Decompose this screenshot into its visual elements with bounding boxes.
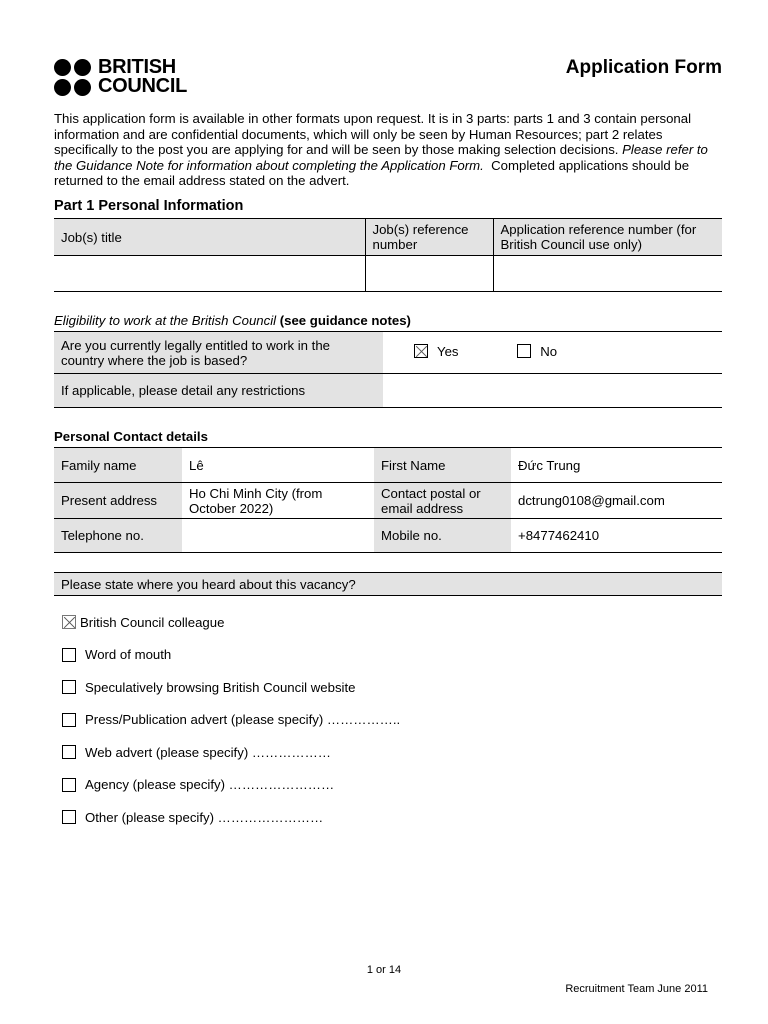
job-title-header: Job(s) title xyxy=(54,219,365,256)
eligibility-question: Are you currently legally entitled to work in the country where the job is based? xyxy=(54,332,383,374)
source-checkbox-7[interactable] xyxy=(62,810,76,824)
yes-label: Yes xyxy=(437,343,459,359)
logo-wordmark xyxy=(98,58,187,96)
source-label-4: Press/Publication advert (please specify) …………….. xyxy=(85,712,401,727)
job-title-field[interactable] xyxy=(54,256,365,292)
source-web-advert[interactable] xyxy=(62,743,400,761)
mobile-label: Mobile no. xyxy=(374,519,511,553)
restrictions-label: If applicable, please detail any restrictions xyxy=(54,374,383,408)
eligibility-title-bold: (see guidance notes) xyxy=(279,313,411,328)
source-checkbox-1[interactable] xyxy=(62,615,76,629)
eligibility-table xyxy=(54,331,722,408)
logo-dots-icon xyxy=(54,59,91,96)
logo-line-1: BRITISH xyxy=(98,56,176,78)
source-label-2: Word of mouth xyxy=(85,647,172,662)
application-reference-field[interactable] xyxy=(493,256,722,292)
source-word-of-mouth[interactable] xyxy=(62,646,400,664)
part1-title: Part 1 Personal Information xyxy=(54,198,244,214)
source-agency[interactable] xyxy=(62,776,400,794)
no-checkbox[interactable] xyxy=(517,344,531,358)
intro-paragraph xyxy=(54,111,729,189)
vacancy-question: Please state where you heard about this vacancy? xyxy=(54,573,722,596)
source-checkbox-6[interactable] xyxy=(62,778,76,792)
logo-line-2: COUNCIL xyxy=(98,75,188,97)
vacancy-source-table xyxy=(54,572,722,596)
yes-checkbox[interactable] xyxy=(414,344,428,358)
no-option[interactable] xyxy=(517,344,557,359)
mobile-field[interactable]: +8477462410 xyxy=(518,528,600,543)
source-label-6: Agency (please specify) …………………… xyxy=(85,777,335,792)
job-reference-field[interactable] xyxy=(365,256,493,292)
address-field[interactable]: Ho Chi Minh City (from October 2022) xyxy=(189,485,323,516)
source-label-1: British Council colleague xyxy=(80,614,225,630)
eligibility-title xyxy=(54,313,411,328)
first-name-label: First Name xyxy=(374,448,511,483)
no-label: No xyxy=(540,343,558,359)
source-other[interactable] xyxy=(62,808,400,826)
yes-option[interactable] xyxy=(414,344,459,359)
job-reference-header: Job(s) reference number xyxy=(365,219,493,256)
intro-guidance-note: Please refer to the Guidance Note for information about completing the Application Form. xyxy=(54,142,708,173)
footer-text: Recruitment Team June 2011 xyxy=(565,983,708,995)
intro-text-1: This application form is available in other formats upon request. It is in 3 parts: parts 1 and 3 contain personal information and are confidential documents, which will only be seen by Human Resources; part 2 relates specifically to the post you are applying for and will be seen by those making selection decisions. xyxy=(54,111,692,158)
source-checkbox-3[interactable] xyxy=(62,680,76,694)
application-reference-header: Application reference number (for British Council use only) xyxy=(493,219,722,256)
source-browsing-website[interactable] xyxy=(62,678,400,696)
family-name-field[interactable]: Lê xyxy=(189,457,204,473)
form-title: Application Form xyxy=(565,57,722,78)
source-label-5: Web advert (please specify) ……………… xyxy=(85,744,331,760)
contact-table xyxy=(54,447,722,553)
first-name-field[interactable]: Đức Trung xyxy=(518,457,581,473)
restrictions-field[interactable] xyxy=(383,374,722,408)
page-number: 1 or 14 xyxy=(366,964,402,976)
telephone-field[interactable] xyxy=(182,519,374,553)
source-label-3: Speculatively browsing British Council website xyxy=(85,679,356,695)
intro-text-2: Completed applications should be returned to the email address stated on the advert. xyxy=(54,157,690,189)
source-british-council-colleague[interactable] xyxy=(62,613,400,631)
source-checkbox-2[interactable] xyxy=(62,648,76,662)
job-table xyxy=(54,218,722,292)
eligibility-title-italic: Eligibility to work at the British Council xyxy=(54,313,277,328)
family-name-label: Family name xyxy=(54,448,182,483)
source-label-7: Other (please specify) …………………… xyxy=(85,809,324,825)
telephone-label: Telephone no. xyxy=(54,519,182,553)
british-council-logo xyxy=(54,58,187,96)
source-press-advert[interactable] xyxy=(62,711,400,729)
email-field[interactable]: dctrung0108@gmail.com xyxy=(518,493,665,508)
address-label: Present address xyxy=(54,483,182,519)
contact-details-title: Personal Contact details xyxy=(54,429,208,444)
vacancy-source-list xyxy=(62,613,400,841)
source-checkbox-5[interactable] xyxy=(62,745,76,759)
source-checkbox-4[interactable] xyxy=(62,713,76,727)
email-label: Contact postal or email address xyxy=(374,483,511,519)
